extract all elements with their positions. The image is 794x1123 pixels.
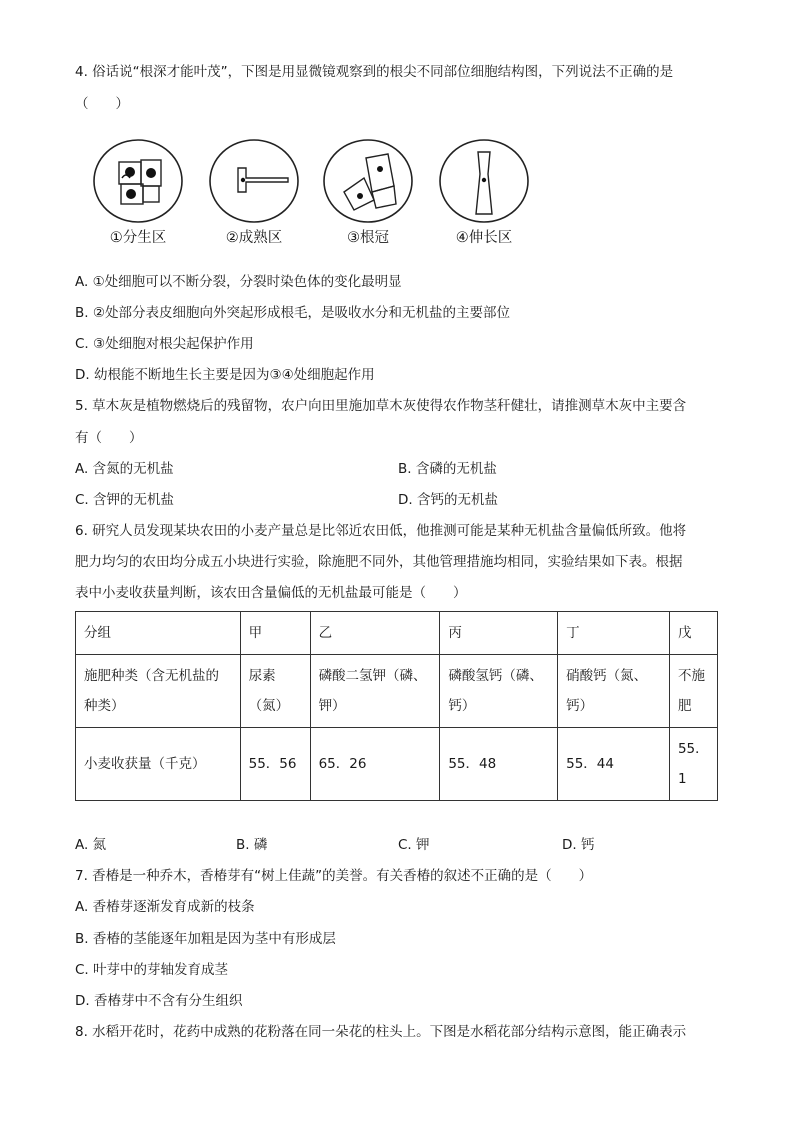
q4-stem-line1: 4. 俗话说“根深才能叶茂”，下图是用显微镜观察到的根尖不同部位细胞结构图，下列说法不正确的是 [75, 64, 674, 80]
table-cell: 磷酸氢钙（磷、 钙） [440, 655, 558, 728]
table-cell: 不施 肥 [669, 655, 717, 728]
q4-option-b: B. ②处部分表皮细胞向外突起形成根毛，是吸收水分和无机盐的主要部位 [75, 305, 510, 321]
table-header-cell: 戊 [669, 612, 717, 655]
table-header-cell: 乙 [310, 612, 440, 655]
q7-stem: 7. 香椿是一种乔木，香椿芽有“树上佳蔬”的美誉。有关香椿的叙述不正确的是（ ） [75, 868, 593, 884]
meristem-cells-illustration [92, 138, 184, 224]
table-cell: 65．26 [310, 728, 440, 801]
table-row [76, 655, 718, 728]
q7-option-b: B. 香椿的茎能逐年加粗是因为茎中有形成层 [75, 931, 336, 947]
table-cell: 施肥种类（含无机盐的 种类） [76, 655, 241, 728]
q7-option-d: D. 香椿芽中不含有分生组织 [75, 993, 243, 1009]
q4-option-d: D. 幼根能不断地生长主要是因为③④处细胞起作用 [75, 367, 375, 383]
table-header-cell: 甲 [240, 612, 310, 655]
table-cell: 磷酸二氢钾（磷、 钾） [310, 655, 440, 728]
q5-option-b: B. 含磷的无机盐 [398, 461, 497, 477]
table-cell: 55．48 [440, 728, 558, 801]
q4-option-a: A. ①处细胞可以不断分裂，分裂时染色体的变化最明显 [75, 274, 402, 290]
q6-stem-line1: 6. 研究人员发现某块农田的小麦产量总是比邻近农田低，他推测可能是某种无机盐含量偏低所致。他将 [75, 523, 687, 539]
q4-stem-line2: （ ） [75, 96, 129, 112]
q5-option-c: C. 含钾的无机盐 [75, 492, 175, 508]
q5-option-a: A. 含氮的无机盐 [75, 461, 174, 477]
table-cell: 小麦收获量（千克） [76, 728, 241, 801]
table-header-cell: 丁 [558, 612, 670, 655]
figure-label-root-cap: ③根冠 [347, 230, 389, 246]
table-cell: 55．44 [558, 728, 670, 801]
q5-stem-line2: 有（ ） [75, 430, 143, 446]
elongation-cell-illustration [438, 138, 530, 224]
q6-stem-line3: 表中小麦收获量判断，该农田含量偏低的无机盐最可能是（ ） [75, 585, 467, 601]
figure-label-meristem: ①分生区 [109, 230, 167, 246]
table-header-cell: 丙 [440, 612, 558, 655]
q6-option-d: D. 钙 [562, 837, 595, 853]
q4-option-c: C. ③处细胞对根尖起保护作用 [75, 336, 254, 352]
q7-option-c: C. 叶芽中的芽轴发育成茎 [75, 962, 229, 978]
experiment-results-table [75, 611, 718, 801]
q6-option-a: A. 氮 [75, 837, 107, 853]
table-row [76, 728, 718, 801]
q6-stem-line2: 肥力均匀的农田均分成五小块进行实验，除施肥不同外，其他管理措施均相同，实验结果如下表。根据 [75, 554, 683, 570]
table-header-cell: 分组 [76, 612, 241, 655]
q5-stem-line1: 5. 草木灰是植物燃烧后的残留物，农户向田里施加草木灰使得农作物茎秆健壮，请推测草木灰中主要含 [75, 398, 687, 414]
table-row [76, 612, 718, 655]
figure-label-elongation: ④伸长区 [455, 230, 513, 246]
q6-option-b: B. 磷 [236, 837, 268, 853]
q7-option-a: A. 香椿芽逐渐发育成新的枝条 [75, 899, 255, 915]
table-cell: 硝酸钙（氮、 钙） [558, 655, 670, 728]
q6-option-c: C. 钾 [398, 837, 430, 853]
root-tip-cells-figure [92, 138, 532, 250]
q8-stem: 8. 水稻开花时，花药中成熟的花粉落在同一朵花的柱头上。下图是水稻花部分结构示意图，能正确表示 [75, 1024, 687, 1040]
q5-option-d: D. 含钙的无机盐 [398, 492, 498, 508]
maturation-cell-illustration [208, 138, 300, 224]
table-cell: 55． 1 [669, 728, 717, 801]
root-cap-cells-illustration [322, 138, 414, 224]
table-cell: 55．56 [240, 728, 310, 801]
table-cell: 尿素 （氮） [240, 655, 310, 728]
figure-label-maturation: ②成熟区 [225, 230, 283, 246]
